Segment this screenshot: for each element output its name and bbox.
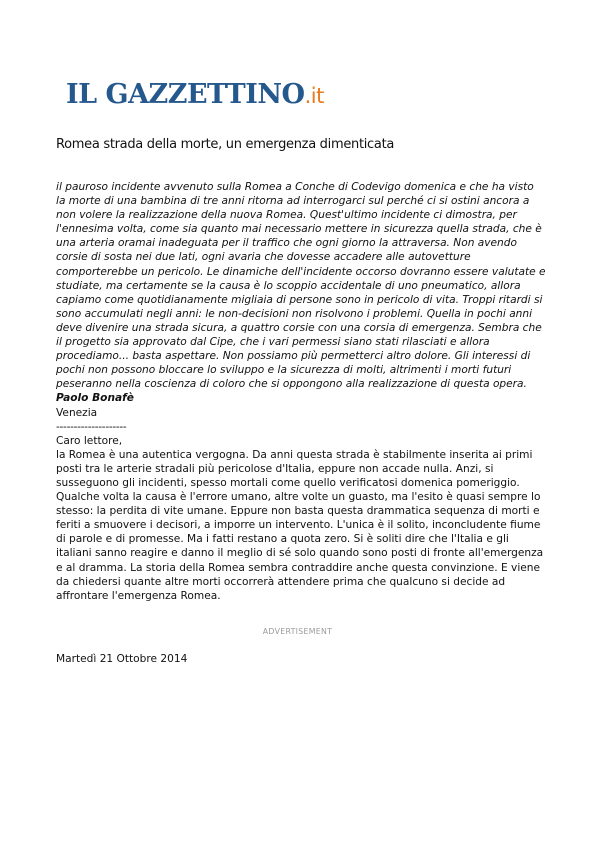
- letter-city: Venezia: [56, 406, 98, 419]
- logo-domain-suffix: .it: [304, 84, 324, 108]
- article-title: Romea strada della morte, un emergenza dimenticata: [56, 137, 395, 152]
- article-body: [56, 180, 546, 603]
- letter-signature: Paolo Bonafè: [56, 392, 134, 405]
- section-separator: --------------------: [56, 420, 127, 433]
- advertisement-label: ADVERTISEMENT: [262, 627, 333, 636]
- site-logo[interactable]: [66, 79, 324, 119]
- reader-letter-text: il pauroso incidente avvenuto sulla Romea a Conche di Codevigo domenica e che ha visto la morte di una bambina di tre anni ritorna ad interrogarci sul perché ci si ostini ancora a non volere la realizzazione della nuova Romea. Quest'ultimo incidente ci dimostra, per l'ennesima volta, come sia quanto mai necessario mettere in sicurezza quella strada, che è una arteria oramai inadeguata per il traffico che ogni giorno la attraversa. Non avendo corsie di sosta nei due lati, ogni avaria che dovesse accadere alle autovetture comporterebbe un pericolo. Le dinamiche dell'incidente occorso dovranno essere valutate e studiate, ma certamente se la causa è lo scoppio accidentale di uno pneumatico, allora capiamo come quotidianamente migliaia di persone sono in pericolo di vita. Troppi ritardi si sono accumulati negli anni: le non-decisioni non risolvono i problemi. Quella in pochi anni deve divenire una strada sicura, a quattro corsie con una corsia di emergenza. Sembra che il progetto sia approvato dal Cipe, che i vari permessi siano stati rilasciati e allora procediamo... basta aspettare. Non possiamo più permetterci altro dolore. Gli interessi di pochi non possono bloccare lo sviluppo e la sicurezza di molti, altrimenti i morti futuri peseranno nella coscienza di coloro che si oppongono alla realizzazione di questa opera.: [56, 181, 546, 391]
- editor-reply-text: la Romea è una autentica vergogna. Da anni questa strada è stabilmente inserita ai primi posti tra le arterie stradali più pericolose d'Italia, eppure non accade nulla. Anzi, si susseguono gli incidenti, spesso mortali come quello verificatosi domenica pomeriggio. Qualche volta la causa è l'errore umano, altre volte un guasto, ma l'esito è quasi sempre lo stesso: la perdita di vite umane. Eppure non basta questa drammatica sequenza di morti e feriti a smuovere i decisori, a imporre un intervento. L'unica è il solito, inconcludente fiume di parole e di promesse. Ma i fatti restano a quota zero. Si è soliti dire che l'Italia e gli italiani sanno reagire e danno il meglio di sé solo quando sono posti di fronte all'emergenza e al dramma. La storia della Romea sembra contraddire anche questa convinzione. E viene da chiedersi quante altre morti occorrerà attendere prima che qualcuno si decide ad affrontare l'emergenza Romea.: [56, 448, 544, 602]
- logo-wordmark: IL GAZZETTINO: [66, 79, 305, 110]
- reply-salutation: Caro lettore,: [56, 434, 123, 447]
- publication-date: Martedì 21 Ottobre 2014: [56, 653, 188, 665]
